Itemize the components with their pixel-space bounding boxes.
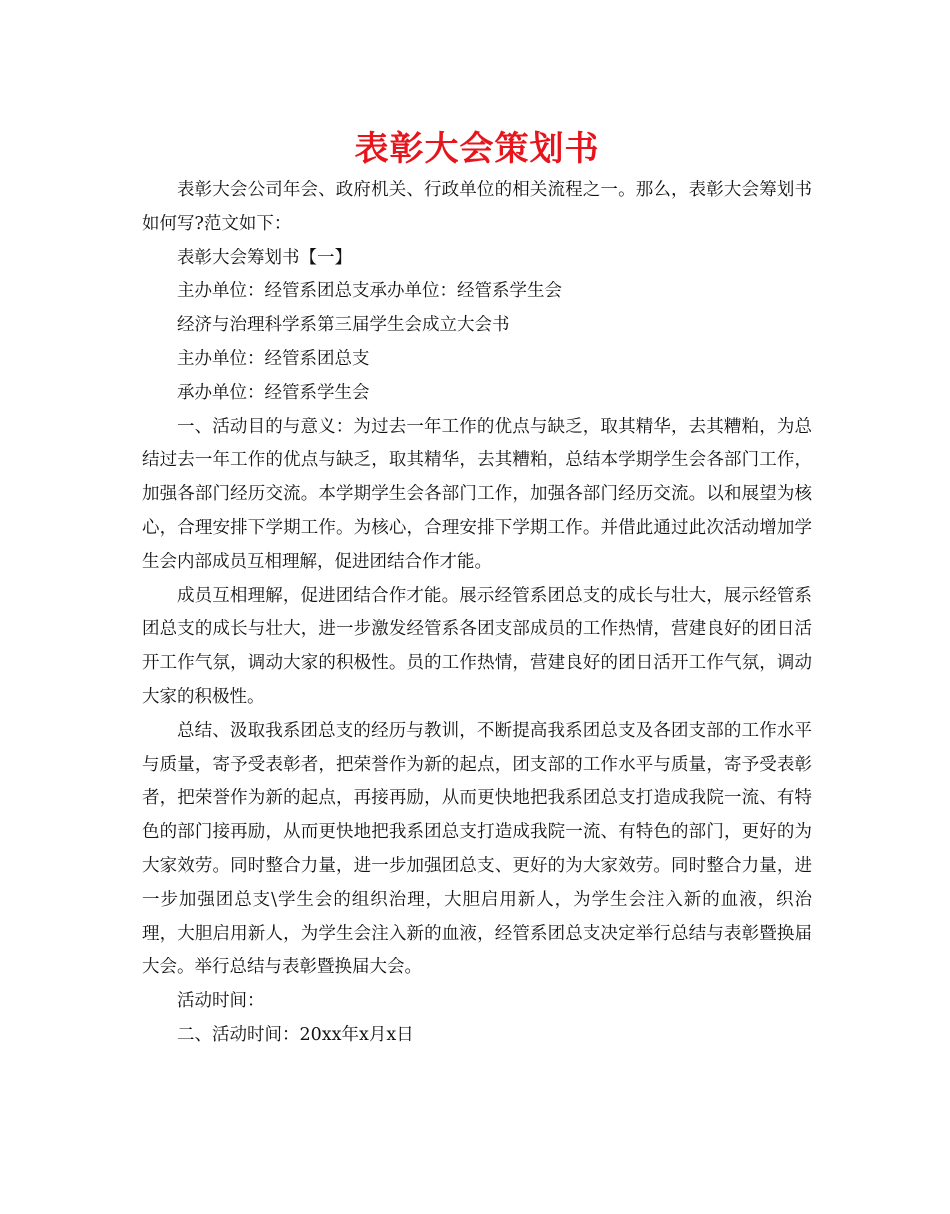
paragraph-time: 二、活动时间：20xx年x月x日: [177, 1024, 414, 1045]
paragraph-time-label: 活动时间：: [177, 991, 265, 1012]
paragraph-summary: 总结、汲取我系团总支的经历与教训，不断提高我系团总支及各团支部的工作水平与质量，寄予受表彰者，把荣誉作为新的起点，团支部的工作水平与质量，寄予受表彰者，把荣誉作为新的起点，再接再励，从而更快地把我系团总支打造成我院一流、有特色的部门接再励，从而更快地把我系团总支打造成我院一流、有特色的部门，更好的为大家效劳。同时整合力量，进一步加强团总支、更好的为大家效劳。同时整合力量，进一步加强团总支\学生会的组织治理，大胆启用新人，为学生会注入新的血液，织治理，大胆启用新人，为学生会注入新的血液，经管系团总支决定举行总结与表彰暨换届大会。举行总结与表彰暨换届大会。: [142, 720, 812, 978]
paragraph-purpose: 一、活动目的与意义：为过去一年工作的优点与缺乏，取其精华，去其糟粕，为总结过去一年工作的优点与缺乏，取其精华，去其糟粕，总结本学期学生会各部门工作，加强各部门经历交流。本学期学生会各部门工作，加强各部门经历交流。以和展望为核心，合理安排下学期工作。为核心，合理安排下学期工作。并借此通过此次活动增加学生会内部成员互相理解，促进团结合作才能。: [142, 416, 812, 572]
document-body: [142, 174, 812, 1053]
document-title: 表彰大会策划书: [354, 129, 600, 169]
paragraph-intro: 表彰大会公司年会、政府机关、行政单位的相关流程之一。那么，表彰大会筹划书如何写?范文如下：: [142, 180, 812, 234]
paragraph-organizers: 主办单位：经管系团总支承办单位：经管系学生会: [177, 281, 562, 302]
paragraph-host: 主办单位：经管系团总支: [177, 348, 370, 369]
paragraph-growth: 成员互相理解，促进团结合作才能。展示经管系团总支的成长与壮大，展示经管系团总支的成长与壮大，进一步激发经管系各团支部成员的工作热情，营建良好的团日活开工作气氛，调动大家的积极性。员的工作热情，营建良好的团日活开工作气氛，调动大家的积极性。: [142, 585, 812, 707]
paragraph-organizer: 承办单位：经管系学生会: [177, 382, 370, 403]
paragraph-section-heading: 表彰大会筹划书【一】: [177, 247, 352, 268]
document-page: [142, 124, 812, 1053]
paragraph-event-name: 经济与治理科学系第三届学生会成立大会书: [177, 315, 510, 336]
